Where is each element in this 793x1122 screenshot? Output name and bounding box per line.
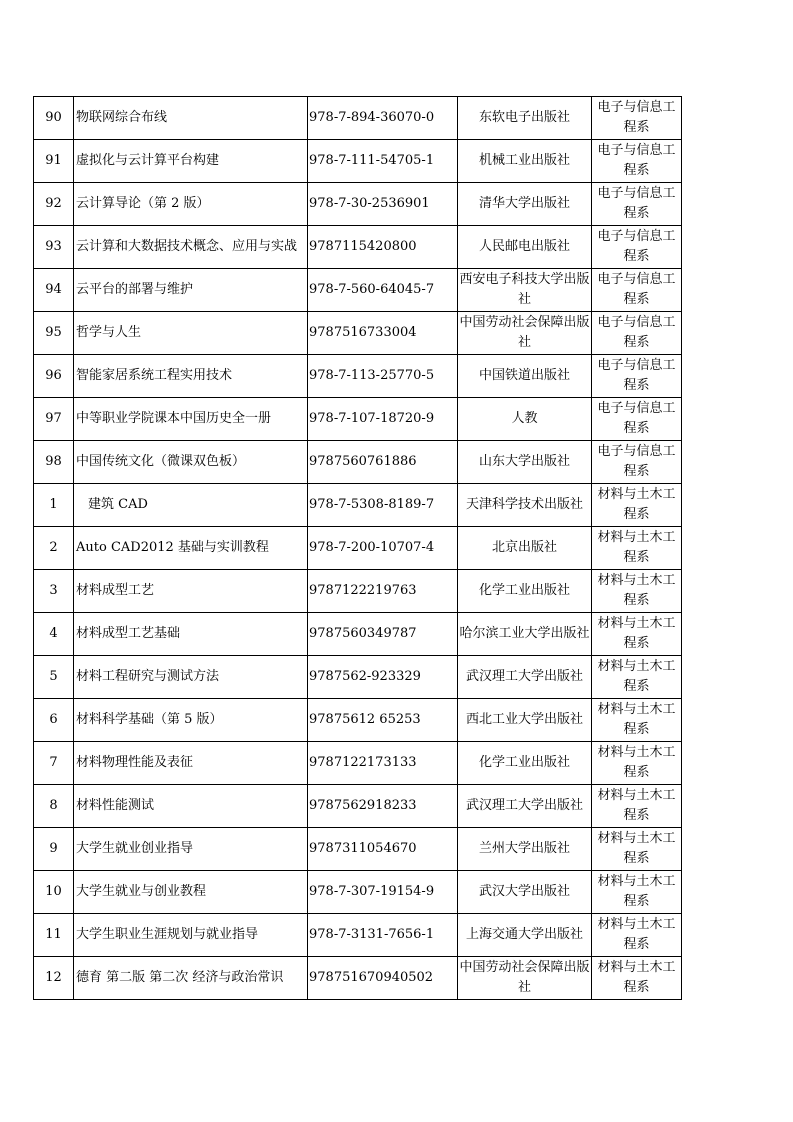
table-row (34, 871, 682, 914)
book-list-table (33, 96, 682, 1000)
book-title: 大学生就业与创业教程 (74, 871, 308, 914)
table-row (34, 527, 682, 570)
book-publisher: 武汉理工大学出版社 (458, 656, 592, 699)
book-title: 中国传统文化（微课双色板） (74, 441, 308, 484)
table-row (34, 570, 682, 613)
book-department: 电子与信息工程系 (592, 226, 682, 269)
book-publisher: 西安电子科技大学出版社 (458, 269, 592, 312)
book-department: 电子与信息工程系 (592, 183, 682, 226)
book-publisher: 哈尔滨工业大学出版社 (458, 613, 592, 656)
row-number: 90 (34, 97, 74, 140)
book-publisher: 人教 (458, 398, 592, 441)
row-number: 11 (34, 914, 74, 957)
book-isbn: 978-7-894-36070-0 (308, 97, 458, 140)
book-publisher: 北京出版社 (458, 527, 592, 570)
book-title: 大学生就业创业指导 (74, 828, 308, 871)
book-publisher: 东软电子出版社 (458, 97, 592, 140)
table-row (34, 97, 682, 140)
book-department: 材料与土木工程系 (592, 484, 682, 527)
book-department: 材料与土木工程系 (592, 742, 682, 785)
book-title: 哲学与人生 (74, 312, 308, 355)
book-isbn: 978-7-3131-7656-1 (308, 914, 458, 957)
table-row (34, 742, 682, 785)
row-number: 12 (34, 957, 74, 1000)
book-title: 德育 第二版 第二次 经济与政治常识 (74, 957, 308, 1000)
book-isbn: 9787311054670 (308, 828, 458, 871)
row-number: 3 (34, 570, 74, 613)
book-publisher: 山东大学出版社 (458, 441, 592, 484)
table-row (34, 957, 682, 1000)
book-list-body (34, 97, 682, 1000)
book-isbn: 9787115420800 (308, 226, 458, 269)
book-publisher: 化学工业出版社 (458, 570, 592, 613)
book-publisher: 中国劳动社会保障出版社 (458, 957, 592, 1000)
book-title: 虚拟化与云计算平台构建 (74, 140, 308, 183)
book-department: 电子与信息工程系 (592, 441, 682, 484)
book-isbn: 9787562-923329 (308, 656, 458, 699)
book-department: 电子与信息工程系 (592, 398, 682, 441)
book-department: 材料与土木工程系 (592, 914, 682, 957)
book-isbn: 978-7-111-54705-1 (308, 140, 458, 183)
table-row (34, 828, 682, 871)
table-row (34, 441, 682, 484)
book-department: 电子与信息工程系 (592, 97, 682, 140)
table-row (34, 140, 682, 183)
book-title: 材料科学基础（第 5 版） (74, 699, 308, 742)
book-isbn: 97875612 65253 (308, 699, 458, 742)
book-publisher: 武汉大学出版社 (458, 871, 592, 914)
book-title: 建筑 CAD (74, 484, 308, 527)
book-department: 材料与土木工程系 (592, 828, 682, 871)
row-number: 94 (34, 269, 74, 312)
book-title: 智能家居系统工程实用技术 (74, 355, 308, 398)
row-number: 97 (34, 398, 74, 441)
book-publisher: 清华大学出版社 (458, 183, 592, 226)
row-number: 98 (34, 441, 74, 484)
table-row (34, 226, 682, 269)
book-isbn: 9787516733004 (308, 312, 458, 355)
table-row (34, 484, 682, 527)
row-number: 4 (34, 613, 74, 656)
book-department: 材料与土木工程系 (592, 957, 682, 1000)
book-publisher: 兰州大学出版社 (458, 828, 592, 871)
book-publisher: 天津科学技术出版社 (458, 484, 592, 527)
book-isbn: 978-7-307-19154-9 (308, 871, 458, 914)
book-isbn: 978-7-30-2536901 (308, 183, 458, 226)
book-department: 电子与信息工程系 (592, 269, 682, 312)
book-title: 材料工程研究与测试方法 (74, 656, 308, 699)
book-title: 云平台的部署与维护 (74, 269, 308, 312)
book-title: 材料成型工艺 (74, 570, 308, 613)
book-department: 材料与土木工程系 (592, 871, 682, 914)
table-row (34, 613, 682, 656)
book-title: 中等职业学院课本中国历史全一册 (74, 398, 308, 441)
book-isbn: 978-7-560-64045-7 (308, 269, 458, 312)
book-publisher: 化学工业出版社 (458, 742, 592, 785)
book-title: 材料性能测试 (74, 785, 308, 828)
book-department: 电子与信息工程系 (592, 140, 682, 183)
table-row (34, 914, 682, 957)
table-row (34, 312, 682, 355)
row-number: 93 (34, 226, 74, 269)
book-publisher: 中国劳动社会保障出版社 (458, 312, 592, 355)
book-title: Auto CAD2012 基础与实训教程 (74, 527, 308, 570)
book-publisher: 西北工业大学出版社 (458, 699, 592, 742)
book-isbn: 9787560349787 (308, 613, 458, 656)
book-department: 材料与土木工程系 (592, 699, 682, 742)
book-publisher: 机械工业出版社 (458, 140, 592, 183)
row-number: 5 (34, 656, 74, 699)
table-row (34, 269, 682, 312)
row-number: 2 (34, 527, 74, 570)
book-publisher: 人民邮电出版社 (458, 226, 592, 269)
table-row (34, 183, 682, 226)
book-isbn: 978751670940502 (308, 957, 458, 1000)
table-row (34, 656, 682, 699)
row-number: 92 (34, 183, 74, 226)
book-department: 材料与土木工程系 (592, 570, 682, 613)
book-department: 材料与土木工程系 (592, 785, 682, 828)
book-title: 云计算导论（第 2 版） (74, 183, 308, 226)
book-department: 材料与土木工程系 (592, 527, 682, 570)
book-title: 云计算和大数据技术概念、应用与实战 (74, 226, 308, 269)
book-department: 电子与信息工程系 (592, 312, 682, 355)
book-publisher: 上海交通大学出版社 (458, 914, 592, 957)
table-row (34, 355, 682, 398)
book-isbn: 9787560761886 (308, 441, 458, 484)
book-isbn: 978-7-107-18720-9 (308, 398, 458, 441)
row-number: 9 (34, 828, 74, 871)
book-publisher: 中国铁道出版社 (458, 355, 592, 398)
table-row (34, 785, 682, 828)
row-number: 95 (34, 312, 74, 355)
row-number: 91 (34, 140, 74, 183)
book-isbn: 9787122219763 (308, 570, 458, 613)
book-isbn: 9787562918233 (308, 785, 458, 828)
row-number: 7 (34, 742, 74, 785)
book-isbn: 978-7-200-10707-4 (308, 527, 458, 570)
row-number: 8 (34, 785, 74, 828)
book-isbn: 978-7-113-25770-5 (308, 355, 458, 398)
row-number: 6 (34, 699, 74, 742)
row-number: 10 (34, 871, 74, 914)
book-department: 材料与土木工程系 (592, 613, 682, 656)
book-title: 大学生职业生涯规划与就业指导 (74, 914, 308, 957)
book-isbn: 978-7-5308-8189-7 (308, 484, 458, 527)
table-row (34, 699, 682, 742)
book-department: 电子与信息工程系 (592, 355, 682, 398)
row-number: 96 (34, 355, 74, 398)
book-publisher: 武汉理工大学出版社 (458, 785, 592, 828)
table-row (34, 398, 682, 441)
row-number: 1 (34, 484, 74, 527)
book-title: 材料物理性能及表征 (74, 742, 308, 785)
book-department: 材料与土木工程系 (592, 656, 682, 699)
book-title: 物联网综合布线 (74, 97, 308, 140)
book-title: 材料成型工艺基础 (74, 613, 308, 656)
book-isbn: 9787122173133 (308, 742, 458, 785)
